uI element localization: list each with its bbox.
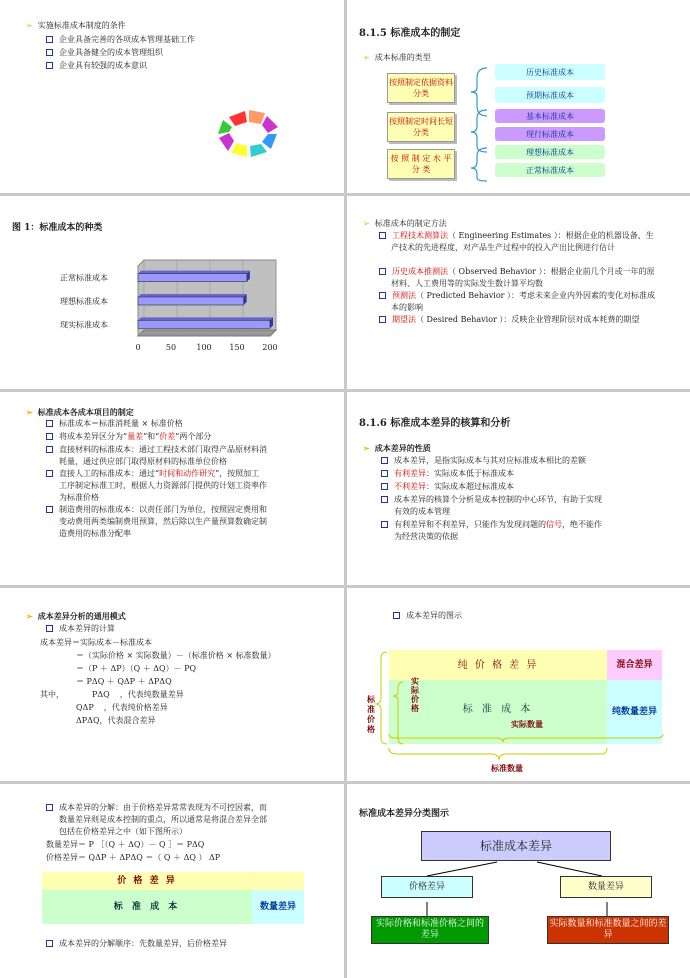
list-item: 直接材料的标准成本：通过工程技术部门取得产品原材料消: [46, 444, 267, 456]
square-bullet-icon: [46, 420, 53, 427]
list-item-cont: 包括在价格差异之中（如下图所示）: [59, 827, 187, 836]
list-item: 成本差异的分解：由于价格差异常常表现为不可控因素，而: [46, 802, 267, 814]
bar-top-face: [138, 294, 247, 297]
slide-chart: [0, 196, 344, 389]
arrow-bullet-icon: ➢: [26, 21, 33, 30]
type-box: 基本标准成本: [495, 109, 605, 123]
list-item-cont: 造费用的标准分配率: [59, 529, 131, 538]
x-tick-label: 50: [165, 343, 177, 352]
type-box: 现行标准成本: [495, 127, 605, 141]
bar: [138, 274, 247, 282]
square-bullet-icon: [381, 483, 388, 490]
square-bullet-icon: [381, 521, 388, 528]
list-item: 标准成本＝标准消耗量 × 标准价格: [46, 418, 183, 430]
formula: 成本差异＝实际成本－标准成本: [40, 638, 152, 647]
arrow-bullet-icon: ➢: [363, 443, 370, 453]
square-bullet-icon: [46, 625, 53, 632]
type-box: 历史标准成本: [495, 64, 605, 80]
bar-top-face: [138, 271, 250, 274]
square-bullet-icon: [381, 470, 388, 477]
method-item: 工程技术测算法（ Engineering Estimates ）：根据企业的机器设备、生产技术的先进程度，对产品生产过程中的投入产出比例进行估计: [391, 230, 661, 254]
slide-title: 8.1.5 标准成本的制定: [359, 28, 461, 39]
slide-conditions: [0, 0, 344, 193]
arrow-bullet-icon: ➢: [363, 53, 370, 62]
group-box: 按照制定时间长短分类: [387, 112, 455, 142]
y-tick-label: 现实标准成本: [60, 320, 108, 330]
heading: ➢ 成本差异的性质: [363, 443, 431, 453]
price-variance-area: 价 格 差 异: [42, 872, 252, 890]
heading: ➢ 实施标准成本制度的条件: [26, 21, 126, 30]
list-item: 不利差异：实际成本超过标准成本: [381, 481, 514, 493]
list-item: 制造费用的标准成本：以责任部门为单位，按照固定费用和: [46, 504, 267, 516]
y-tick-label: 正常标准成本: [60, 273, 108, 283]
group-box: 按照制定依据资料分类: [387, 73, 455, 103]
arrow-bullet-icon: ➢: [26, 407, 33, 417]
slide-classification: [347, 784, 690, 978]
square-bullet-icon: [379, 316, 386, 323]
list-item: 有利差异和不利差异，只能作为发现问题的信号，绝不能作: [381, 519, 602, 531]
cycle-arrows-icon: [215, 107, 283, 159]
square-bullet-icon: [381, 457, 388, 464]
x-tick-label: 0: [135, 343, 141, 352]
square-bullet-icon: [379, 292, 386, 299]
quantity-variance-node: 数量差异: [560, 876, 652, 898]
square-bullet-icon: [46, 36, 53, 43]
list-item: 成本差异的核算个分析是成本控制的中心环节，有助于实现: [381, 494, 602, 506]
list-item: 成本差异的计算: [46, 623, 115, 635]
slide-methods: [347, 196, 690, 389]
list-item-cont: 耗量，通过供应部门取得原材料的标准单位价格: [59, 457, 227, 466]
arrow-bullet-icon: ➢: [363, 219, 370, 228]
list-item-cont: 有效的成本管理: [394, 507, 450, 516]
std-qty-label: 标准数量: [491, 762, 523, 773]
list-item: 直接人工的标准成本：通过“时间和动作研究”，按照加工: [46, 468, 259, 480]
caption: 成本差异的图示: [393, 610, 462, 622]
formula: 数量差异＝ P ［（Q ＋ ΔQ）－ Q ］＝ PΔQ: [46, 840, 205, 849]
brace-connectors: [457, 62, 497, 182]
price-variance-area: 纯 价 格 差 异: [389, 650, 607, 680]
method-item: 期望法（ Desired Behavior ）：反映企业管理阶层对成本耗费的期望: [391, 314, 661, 326]
bar: [138, 320, 270, 328]
method-item: 历史成本推测法（ Observed Behavior ）：根据企业前几个月或一年的原材料、人工费用等的实际发生数计算平均数: [391, 266, 661, 290]
formula: 价格差异＝ QΔP ＋ ΔPΔQ ＝（ Q ＋ ΔQ ） ΔP: [46, 853, 221, 862]
x-tick-label: 150: [229, 343, 245, 352]
square-bullet-icon: [46, 940, 53, 947]
heading: ➢ 标准成本的制定方法: [363, 219, 447, 228]
list-item-cont: 为经营决策的依据: [394, 532, 458, 541]
subtitle: ➢ 成本标准的类型: [363, 53, 431, 62]
type-box: 正常标准成本: [495, 163, 605, 177]
x-tick-label: 200: [262, 343, 278, 352]
y-tick-label: 理想标准成本: [60, 297, 108, 306]
square-bullet-icon: [46, 446, 53, 453]
blank-area: [252, 872, 304, 890]
price-variance-node: 价格差异: [381, 876, 473, 898]
square-bullet-icon: [46, 470, 53, 477]
actual-qty-label: 实际数量: [511, 718, 543, 729]
std-price-label: 标准价格: [367, 694, 375, 734]
formula: ＝（P ＋ ΔP）（Q ＋ ΔQ）－ PQ: [76, 664, 197, 673]
slide-cost-items: [0, 392, 344, 585]
standard-cost-area: 标 准 成 本: [389, 680, 607, 744]
list-item: 企业具备健全的成本管理组织: [46, 47, 163, 59]
price-diff-leaf: 实际价格和标准价格之间的差异: [371, 916, 489, 944]
list-item: 将成本差异区分为“量差”和“价差”两个部分: [46, 431, 211, 443]
list-item: 成本差异，是指实际成本与其对应标准成本相比的差额: [381, 455, 586, 467]
type-box: 预期标准成本: [495, 87, 605, 103]
list-item-cont: 工序制定标准工时，根据人力资源部门提供的计划工资率作: [59, 481, 267, 490]
x-tick-label: 100: [196, 343, 212, 352]
square-bullet-icon: [46, 49, 53, 56]
quantity-diff-leaf: 实际数量和标准数量之间的差异: [547, 916, 669, 944]
formula: ＝ PΔQ ＋ QΔP ＋ ΔPΔQ: [76, 677, 172, 686]
bar-chart: [0, 196, 344, 389]
bar: [138, 297, 244, 305]
slide-title: 8.1.6 标准成本差异的核算和分析: [359, 418, 511, 429]
type-box: 理想标准成本: [495, 145, 605, 159]
formula-note: ΔPΔQ，代表混合差异: [76, 716, 156, 725]
formula-note: 其中， PΔQ ，代表纯数量差异: [40, 690, 184, 699]
group-box: 按 照 制 定 水 平 分 类: [387, 149, 455, 179]
list-item-cont: 为标准价格: [59, 493, 99, 502]
slide-decomposition: [0, 784, 344, 978]
square-bullet-icon: [46, 433, 53, 440]
slide-standard-types: [347, 0, 690, 193]
plot-floor: [138, 330, 276, 336]
mixed-variance-area: 混合差异: [607, 650, 662, 680]
square-bullet-icon: [46, 62, 53, 69]
slide-title: 标准成本差异分类图示: [359, 809, 450, 819]
quantity-variance-area: 数量差异: [252, 890, 304, 924]
formula-note: QΔP ，代表纯价格差异: [76, 703, 168, 712]
square-bullet-icon: [46, 506, 53, 513]
list-item: 有利差异：实际成本低于标准成本: [381, 468, 514, 480]
actual-price-label: 实际价格: [411, 676, 419, 713]
quantity-variance-area: 纯数量差异: [607, 680, 662, 744]
formula: ＝（实际价格 × 实际数量）－（标准价格 × 标准数量）: [76, 651, 276, 660]
square-bullet-icon: [46, 804, 53, 811]
heading: ➢ 标准成本各成本项目的制定: [26, 407, 134, 417]
list-item: 企业具备完善的各项成本管理基础工作: [46, 34, 195, 46]
list-item-cont: 数量差异则是成本控制的重点，所以通常是将混合差异全部: [59, 815, 267, 824]
arrow-bullet-icon: ➢: [26, 611, 33, 621]
square-bullet-icon: [379, 268, 386, 275]
heading: ➢ 成本差异分析的通用模式: [26, 611, 126, 621]
list-item: 企业具有较强的成本意识: [46, 60, 147, 72]
slide-variance-diagram: [347, 588, 690, 781]
list-item: 成本差异的分解顺序：先数量差异，后价格差异: [46, 938, 227, 950]
standard-cost-area: 标 准 成 本: [42, 890, 252, 924]
bar-top-face: [138, 317, 273, 320]
method-item: 预测法（ Predicted Behavior ）：考虑未来企业内外因素的变化对标准成本的影响: [391, 290, 661, 314]
square-bullet-icon: [379, 232, 386, 239]
diagram-braces: [347, 588, 690, 781]
chart-title: 图 1：标准成本的种类: [12, 223, 103, 233]
slide-general-model: [0, 588, 344, 781]
slide-variance-nature: [347, 392, 690, 585]
root-node: 标准成本差异: [421, 831, 611, 861]
square-bullet-icon: [381, 496, 388, 503]
list-item-cont: 变动费用两类编制费用预算，然后除以生产量预算数确定制: [59, 517, 267, 526]
